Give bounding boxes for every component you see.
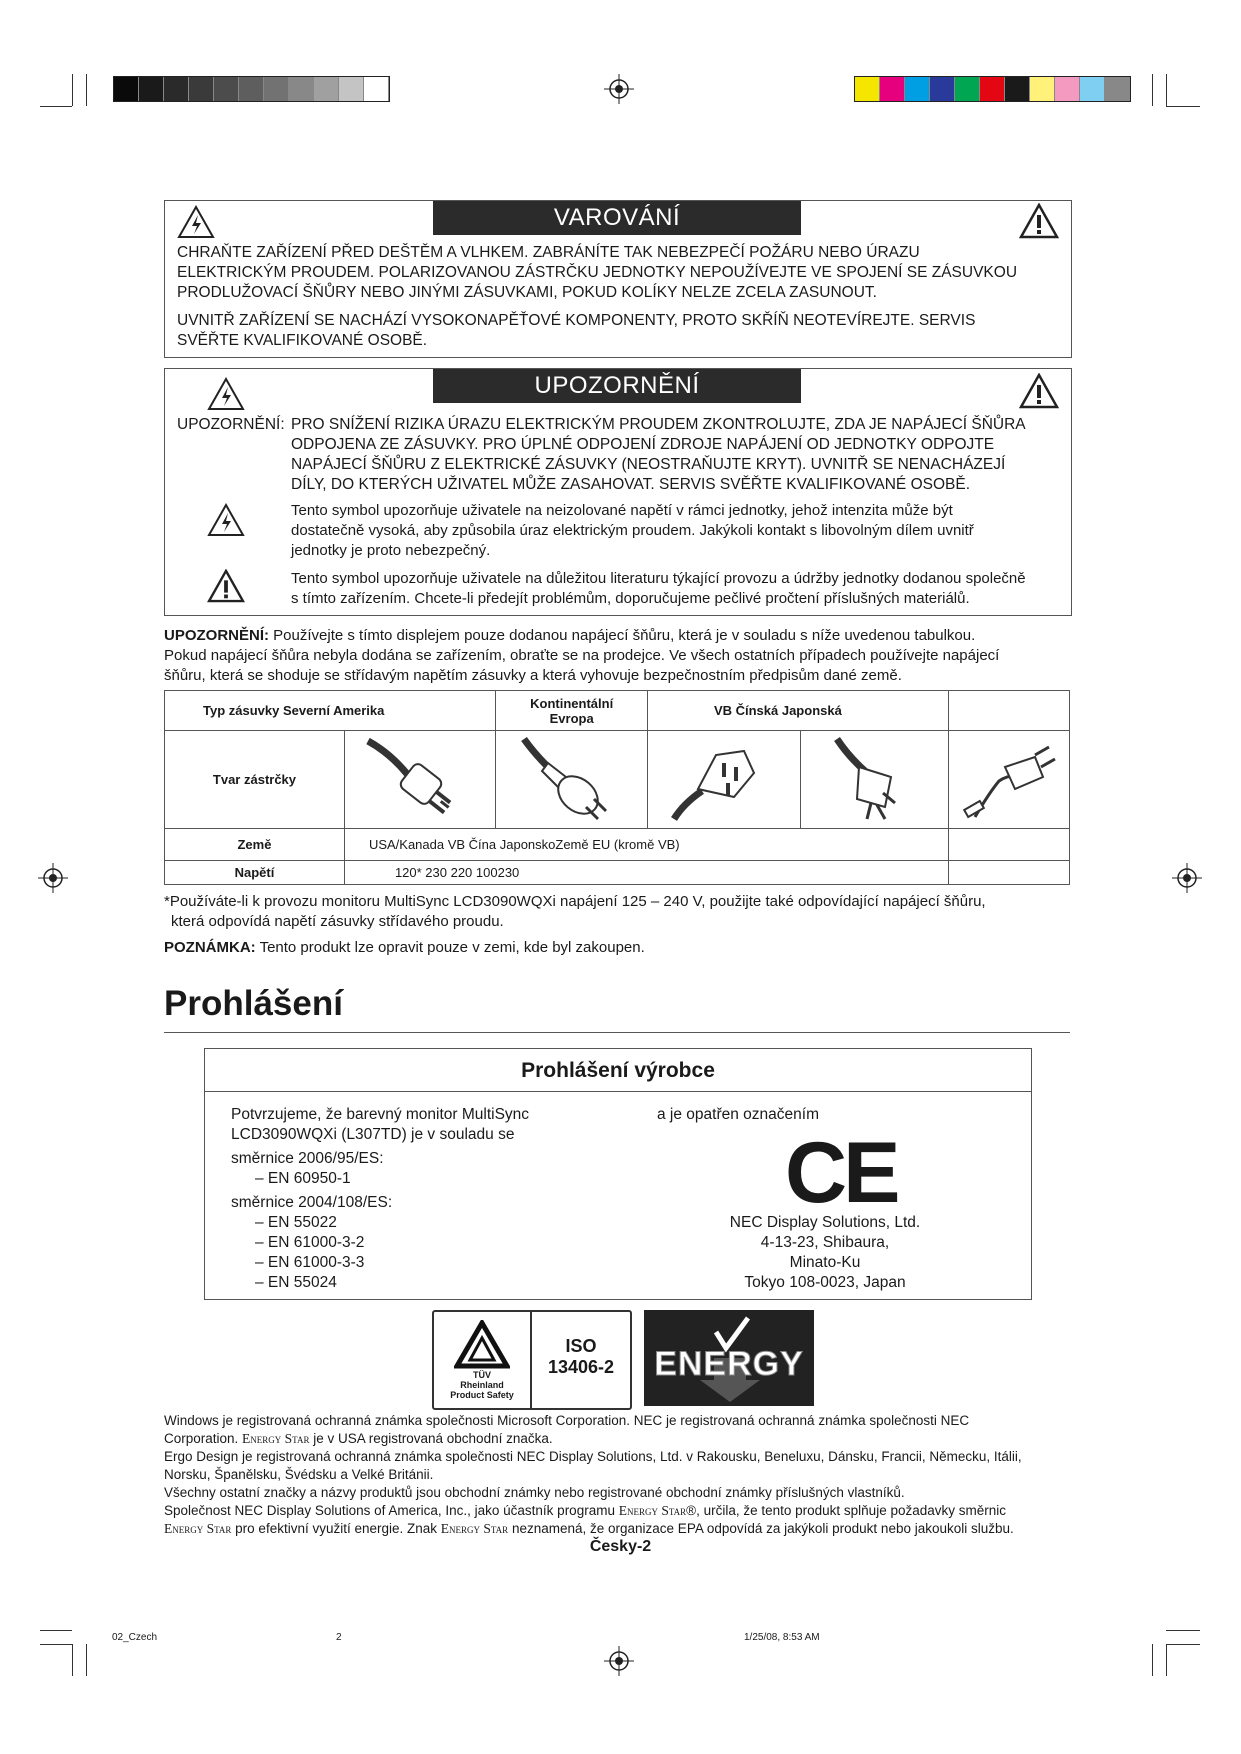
grayscale-bar (113, 76, 390, 102)
plug-image-north-america (344, 731, 496, 829)
trademark-line: Ergo Design je registrovaná ochranná známka společnosti NEC Display Solutions, Ltd. v Rakousku, Beneluxu, Dánsku, Francii, Německu, Itálii, (164, 1449, 1022, 1464)
lightning-warning-icon (207, 377, 245, 411)
uk-plug-icon (664, 733, 784, 823)
gray-swatch (264, 77, 289, 101)
trademark-line: Společnost NEC Display Solutions of America, Inc., jako účastník programu Energy Star®, určila, že tento produkt splňuje požadavky směrnic (164, 1503, 1006, 1518)
trademark-line: Windows je registrovaná ochranná známka společnosti Microsoft Corporation. NEC je registrovaná ochranná známka společnosti NEC (164, 1413, 970, 1428)
manufacturer-declaration-box (204, 1048, 1032, 1300)
voltage-footnote (164, 892, 1074, 932)
declaration-line: – EN 61000-3-2 (255, 1234, 365, 1251)
exclamation-warning-icon (1019, 373, 1059, 409)
declaration-line: směrnice 2004/108/ES: (231, 1194, 393, 1211)
color-swatch (855, 77, 880, 101)
warning-box (164, 200, 1072, 358)
declaration-line: Potvrzujeme, že barevný monitor MultiSync (231, 1106, 530, 1123)
tuv-text: Product Safety (450, 1390, 514, 1400)
exclamation-warning-icon (1019, 203, 1059, 239)
uk-china-japan-header: VB Čínská Japonská (647, 691, 948, 731)
color-swatch (1055, 77, 1080, 101)
caution-label: UPOZORNĚNÍ: (177, 416, 285, 433)
trademark-line: Corporation. Energy Star je v USA registrovaná obchodní značka. (164, 1431, 553, 1446)
color-swatch (905, 77, 930, 101)
north-america-plug-icon (360, 733, 480, 823)
page-label: Česky-2 (589, 1538, 652, 1555)
notice-text: Používejte s tímto displejem pouze dodanou napájecí šňůru, která je v souladu s níže uvedenou tabulkou. (273, 627, 976, 644)
manufacturer-address-line: Minato-Ku (789, 1254, 861, 1271)
plug-image-japan (948, 731, 1069, 829)
color-swatch (955, 77, 980, 101)
symbol-description-line: s tímto zařízením. Chcete-li předejít problémům, doporučujeme pečlivé pročtení příslušných materiálů. (291, 590, 970, 607)
plug-type-table (164, 690, 1070, 885)
lightning-warning-icon (207, 503, 245, 537)
symbol-description-line: jednotky je proto nebezpečný. (291, 542, 491, 559)
power-cord-notice (164, 626, 1074, 686)
declaration-line: směrnice 2006/95/ES: (231, 1150, 384, 1167)
manufacturer-address-line: NEC Display Solutions, Ltd. (729, 1214, 921, 1231)
gray-swatch (214, 77, 239, 101)
declaration-line: – EN 61000-3-3 (255, 1254, 365, 1271)
caution-text-line: ODPOJENA ZE ZÁSUVKY. PRO ÚPLNÉ ODPOJENÍ ZDROJE NAPÁJENÍ OD JEDNOTKY ODPOJTE (291, 436, 995, 453)
plug-image-uk (647, 731, 800, 829)
registration-mark-left (38, 863, 68, 893)
gray-swatch (239, 77, 264, 101)
notice-label: UPOZORNĚNÍ: (164, 627, 269, 644)
warning-text-line: UVNITŘ ZAŘÍZENÍ SE NACHÁZÍ VYSOKONAPĚŤOVÉ KOMPONENTY, PROTO SKŘÍŇ NEOTEVÍREJTE. SERVIS (177, 312, 976, 329)
gray-swatch (339, 77, 364, 101)
caution-box (164, 368, 1072, 616)
process-color-bar (854, 76, 1131, 102)
trademark-notices (164, 1412, 1074, 1538)
china-plug-icon (815, 733, 935, 823)
energy-text: ENERGY (654, 1345, 804, 1383)
trademark-line: Energy Star pro efektivní využití energie. Znak Energy Star neznamená, že organizace EPA odpovídá za jakýkoli produkt nebo jakoukoli službu. (164, 1521, 1014, 1536)
voltage-label: Napětí (165, 861, 345, 885)
ce-marking-text: a je opatřen označením (657, 1106, 819, 1123)
caution-text-line: DÍLY, DO KTERÝCH UŽIVATEL MŮŽE ZASAHOVAT. SERVIS SVĚŘTE KVALIFIKOVANÉ OSOBĚ. (291, 476, 971, 493)
trademark-line: Všechny ostatní značky a názvy produktů jsou obchodní známky nebo registrované obchodní známky příslušných vlastníků. (164, 1485, 905, 1500)
footnote-line: *Používáte-li k provozu monitoru MultiSync LCD3090WQXi napájení 125 – 240 V, použijte také odpovídající napájecí šňůru, (164, 893, 986, 910)
color-swatch (1105, 77, 1130, 101)
repair-note (164, 938, 1074, 958)
warning-text-line: PRODLUŽOVACÍ ŠŇŮRY NEBO JINÝMI ZÁSUVKAMI, POKUD KOLÍKY NELZE ZCELA ZASUNOUT. (177, 284, 877, 301)
warning-title: VAROVÁNÍ (433, 201, 801, 235)
manufacturer-address-line: Tokyo 108-0023, Japan (744, 1274, 906, 1291)
color-swatch (1080, 77, 1105, 101)
color-swatch (980, 77, 1005, 101)
japan-plug-icon (949, 733, 1069, 823)
tuv-text: TÜV (473, 1370, 491, 1380)
slug-page-number: 2 (336, 1632, 342, 1643)
note-label: POZNÁMKA: (164, 939, 256, 956)
symbol-description-line: Tento symbol upozorňuje uživatele na důležitou literaturu týkající provozu a údržby jednotky dodanou společně (291, 570, 1026, 587)
continental-europe-header: Kontinentální Evropa (496, 691, 648, 731)
registration-mark-top (604, 74, 634, 104)
warning-text-line: CHRAŇTE ZAŘÍZENÍ PŘED DEŠTĚM A VLHKEM. ZABRÁNÍTE TAK NEBEZPEČÍ POŽÁRU NEBO ÚRAZU (177, 244, 920, 261)
europe-plug-icon (512, 733, 632, 823)
gray-swatch (314, 77, 339, 101)
warning-text-line: ELEKTRICKÝM PROUDEM. POLARIZOVANOU ZÁSTRČKU JEDNOTKY NEPOUŽÍVEJTE VE SPOJENÍ SE ZÁSUVKOU (177, 264, 1018, 281)
gray-swatch (139, 77, 164, 101)
declaration-line: – EN 55024 (255, 1274, 337, 1291)
iso-text: 13406-2 (547, 1357, 615, 1377)
manufacturer-address-line: 4-13-23, Shibaura, (760, 1234, 890, 1251)
symbol-description-line: Tento symbol upozorňuje uživatele na neizolované napětí v rámci jednotky, jehož intenzita může být (291, 502, 953, 519)
energy-star-logo (644, 1310, 814, 1406)
registration-mark-bottom (604, 1646, 634, 1676)
notice-text: Pokud napájecí šňůra nebyla dodána se zařízením, obraťte se na prodejce. Ve všech ostatních případech používejte napájecí (164, 647, 1000, 664)
ce-mark-logo: CE (785, 1125, 897, 1221)
slug-file-name: 02_Czech (112, 1632, 158, 1643)
caution-title: UPOZORNĚNÍ (433, 369, 801, 403)
tuv-text: Rheinland (460, 1380, 504, 1390)
declaration-title-rule (205, 1091, 1031, 1092)
note-text: Tento produkt lze opravit pouze v zemi, kde byl zakoupen. (259, 939, 645, 956)
section-title: Prohlášení (164, 984, 343, 1023)
caution-text-line: PRO SNÍŽENÍ RIZIKA ÚRAZU ELEKTRICKÝM PROUDEM ZKONTROLUJTE, ZDA JE NAPÁJECÍ ŠŇŮRA (291, 416, 1026, 433)
gray-swatch (364, 77, 389, 101)
country-values: USA/Kanada VB Čína JaponskoZemě EU (kromě VB) (344, 829, 948, 861)
empty-cell (948, 861, 1069, 885)
color-swatch (930, 77, 955, 101)
registration-mark-right (1172, 863, 1202, 893)
country-label: Země (165, 829, 345, 861)
tuv-triangle-icon (454, 1320, 510, 1370)
iso-text: ISO (565, 1336, 597, 1356)
color-swatch (1030, 77, 1055, 101)
lightning-warning-icon (177, 205, 215, 239)
gray-swatch (164, 77, 189, 101)
footnote-line: která odpovídá napětí zásuvky střídavého proudu. (171, 913, 504, 930)
voltage-values: 120* 230 220 100230 (344, 861, 948, 885)
gray-swatch (114, 77, 139, 101)
gray-swatch (189, 77, 214, 101)
empty-cell (948, 829, 1069, 861)
plug-image-china (801, 731, 949, 829)
color-swatch (880, 77, 905, 101)
notice-text: šňůru, která se shoduje se střídavým napětím zásuvky a která vyhovuje bezpečnostním předpisům dané země. (164, 667, 902, 684)
warning-text-line: SVĚŘTE KVALIFIKOVANÉ OSOBĚ. (177, 332, 428, 349)
declaration-line: – EN 55022 (255, 1214, 337, 1231)
slug-date: 1/25/08, 8:53 AM (744, 1632, 820, 1643)
tuv-iso-logo (432, 1310, 632, 1410)
declaration-line: LCD3090WQXi (L307TD) je v souladu se (231, 1126, 515, 1143)
empty-header-cell (948, 691, 1069, 731)
plug-image-continental-europe (496, 731, 648, 829)
section-rule (164, 1032, 1070, 1033)
color-swatch (1005, 77, 1030, 101)
exclamation-warning-icon (207, 569, 245, 603)
declaration-line: – EN 60950-1 (255, 1170, 351, 1187)
plug-shape-label: Tvar zástrčky (165, 731, 345, 829)
trademark-line: Norsku, Španělsku, Švédsku a Velké Británii. (164, 1467, 434, 1482)
symbol-description-line: dostatečně vysoká, aby způsobila úraz elektrickým proudem. Jakýkoli kontakt s libovolným dílem uvnitř (291, 522, 974, 539)
plug-type-header: Typ zásuvky Severní Amerika (165, 691, 496, 731)
caution-text-line: NAPÁJECÍ ŠŇŮRU Z ELEKTRICKÉ ZÁSUVKY (NEOSTRAŇUJTE KRYT). UVNITŘ SE NENACHÁZEJÍ (291, 456, 1006, 473)
gray-swatch (289, 77, 314, 101)
declaration-title: Prohlášení výrobce (521, 1059, 715, 1082)
